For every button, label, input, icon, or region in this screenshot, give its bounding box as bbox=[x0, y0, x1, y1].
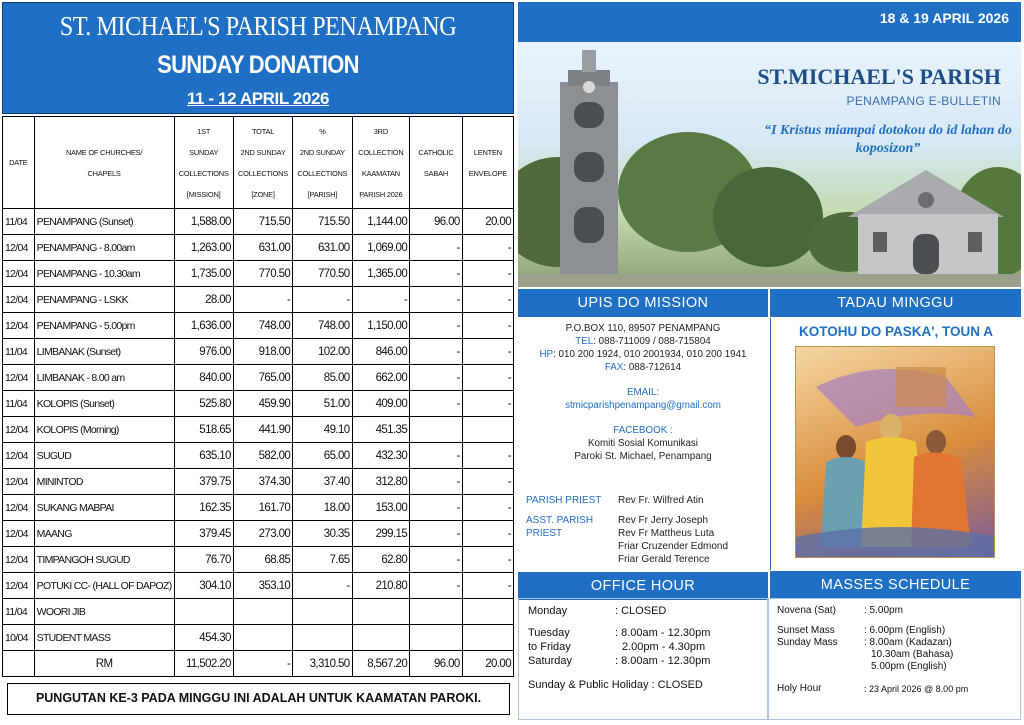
asst-priest-1: Rev Fr Jerry Joseph bbox=[618, 515, 709, 526]
donation-date: 11 - 12 APRIL 2026 bbox=[186, 89, 330, 108]
table-cell: 770.50 bbox=[293, 261, 352, 287]
mass-sunset-value: : 6.00pm (English) bbox=[864, 625, 946, 636]
table-cell: 1,069.00 bbox=[352, 235, 410, 261]
table-cell: 20.00 bbox=[462, 209, 513, 235]
table-cell: PENAMPANG - LSKK bbox=[34, 287, 174, 313]
column-header-line: TOTAL bbox=[251, 126, 275, 136]
table-cell: 11/04 bbox=[3, 391, 35, 417]
mass-holy-hour-value: : 23 April 2026 @ 8.00 pm bbox=[864, 684, 969, 694]
table-cell: 353.10 bbox=[233, 573, 292, 599]
office-saturday-value: : 8.00am - 12.30pm bbox=[615, 655, 711, 667]
table-cell: 765.00 bbox=[233, 365, 292, 391]
column-header-line: COLLECTIONS bbox=[178, 168, 229, 178]
table-cell: 96.00 bbox=[410, 651, 463, 677]
table-cell: - bbox=[462, 339, 513, 365]
table-cell: 379.45 bbox=[174, 521, 233, 547]
table-cell: TIMPANGOH SUGUD bbox=[34, 547, 174, 573]
table-cell: 1,263.00 bbox=[174, 235, 233, 261]
bell-tower bbox=[560, 50, 618, 287]
donation-panel bbox=[2, 2, 514, 705]
donation-header bbox=[2, 2, 514, 114]
table-cell: 1,150.00 bbox=[352, 313, 410, 339]
table-cell: 11/04 bbox=[3, 339, 35, 365]
table-cell: 210.80 bbox=[352, 573, 410, 599]
table-cell: 770.50 bbox=[233, 261, 292, 287]
table-cell: KOLOPIS (Morning) bbox=[34, 417, 174, 443]
mass-sunday-value-1: : 8.00am (Kadazan) bbox=[864, 637, 952, 648]
table-row bbox=[3, 391, 514, 417]
table-cell bbox=[233, 625, 292, 651]
mass-sunday-value-2: 10.30am (Bahasa) bbox=[871, 649, 954, 660]
table-cell: 273.00 bbox=[233, 521, 292, 547]
table-cell bbox=[462, 417, 513, 443]
fax-line: FAX: 088-712614 bbox=[604, 362, 682, 373]
table-cell: 1,144.00 bbox=[352, 209, 410, 235]
table-cell: 12/04 bbox=[3, 261, 35, 287]
table-cell: - bbox=[462, 573, 513, 599]
table-cell: 635.10 bbox=[174, 443, 233, 469]
table-cell: - bbox=[462, 547, 513, 573]
table-cell: 18.00 bbox=[293, 495, 352, 521]
table-cell bbox=[233, 599, 292, 625]
office-monday-value: : CLOSED bbox=[615, 605, 667, 617]
donation-table bbox=[2, 116, 514, 677]
table-cell: 631.00 bbox=[233, 235, 292, 261]
table-cell bbox=[462, 599, 513, 625]
column-header-line: 1ST bbox=[197, 126, 211, 136]
table-cell: - bbox=[410, 573, 463, 599]
office-monday: Monday bbox=[528, 605, 568, 617]
table-cell: 20.00 bbox=[462, 651, 513, 677]
table-cell: 379.75 bbox=[174, 469, 233, 495]
table-cell: 10/04 bbox=[3, 625, 35, 651]
table-cell: 85.00 bbox=[293, 365, 352, 391]
table-cell: 12/04 bbox=[3, 443, 35, 469]
table-cell: 162.35 bbox=[174, 495, 233, 521]
table-cell: 12/04 bbox=[3, 495, 35, 521]
table-cell: SUKANG MABPAI bbox=[34, 495, 174, 521]
mass-novena: Novena (Sat) bbox=[777, 605, 836, 616]
table-row bbox=[3, 469, 514, 495]
table-cell: 976.00 bbox=[174, 339, 233, 365]
table-cell bbox=[352, 625, 410, 651]
email-link[interactable]: stmicparishpenampang@gmail.com bbox=[565, 400, 721, 411]
table-cell: 918.00 bbox=[233, 339, 292, 365]
parish-title: ST. MICHAEL'S PARISH PENAMPANG bbox=[59, 11, 457, 41]
hp-line: HP: 010 200 1924, 010 2001934, 010 200 1941 bbox=[539, 349, 747, 360]
table-row bbox=[3, 365, 514, 391]
table-row bbox=[3, 599, 514, 625]
column-header bbox=[293, 117, 352, 209]
table-cell: 12/04 bbox=[3, 365, 35, 391]
facebook-line-2: Paroki St. Michael, Penampang bbox=[574, 451, 712, 462]
parish-priest: Rev Fr. Wilfred Atin bbox=[618, 495, 704, 506]
table-row bbox=[3, 261, 514, 287]
table-cell: 102.00 bbox=[293, 339, 352, 365]
table-cell: 62.80 bbox=[352, 547, 410, 573]
table-cell: - bbox=[462, 313, 513, 339]
total-row bbox=[3, 651, 514, 677]
column-header-line: 2ND SUNDAY bbox=[299, 147, 345, 157]
column-header bbox=[233, 117, 292, 209]
table-cell: 65.00 bbox=[293, 443, 352, 469]
table-cell: - bbox=[410, 261, 463, 287]
column-header-line: 2ND SUNDAY bbox=[240, 147, 286, 157]
table-cell: - bbox=[410, 547, 463, 573]
office-hours bbox=[518, 598, 768, 720]
table-cell: - bbox=[233, 651, 292, 677]
table-cell: 518.65 bbox=[174, 417, 233, 443]
table-cell: 12/04 bbox=[3, 547, 35, 573]
column-header-line: COLLECTIONS bbox=[238, 168, 289, 178]
table-cell: LIMBANAK (Sunset) bbox=[34, 339, 174, 365]
table-cell: PENAMPANG - 5.00pm bbox=[34, 313, 174, 339]
table-cell: PENAMPANG (Sunset) bbox=[34, 209, 174, 235]
table-cell: PENAMPANG - 10.30am bbox=[34, 261, 174, 287]
table-cell: WOORI JIB bbox=[34, 599, 174, 625]
table-cell: 451.35 bbox=[352, 417, 410, 443]
bulletin-quote: “I Kristus miampai dotokou do id lahan do koposizon” bbox=[764, 123, 1012, 156]
table-cell: - bbox=[293, 287, 352, 313]
kaamatan-note: PUNGUTAN KE-3 PADA MINGGU INI ADALAH UNTUK KAAMATAN PAROKI. bbox=[7, 683, 510, 715]
email-label: EMAIL: bbox=[626, 387, 660, 398]
table-cell: 12/04 bbox=[3, 521, 35, 547]
bulletin-name: PENAMPANG E-BULLETIN bbox=[846, 94, 1001, 108]
column-header-line: CHAPELS bbox=[87, 168, 121, 178]
table-cell: 12/04 bbox=[3, 417, 35, 443]
table-cell: 28.00 bbox=[174, 287, 233, 313]
tadau-minggu-box bbox=[770, 318, 1021, 570]
table-cell: 12/04 bbox=[3, 469, 35, 495]
table-cell: 409.00 bbox=[352, 391, 410, 417]
table-cell: 161.70 bbox=[233, 495, 292, 521]
column-header-line: LENTEN bbox=[473, 147, 502, 157]
table-row bbox=[3, 209, 514, 235]
table-cell: - bbox=[410, 365, 463, 391]
table-cell bbox=[462, 625, 513, 651]
table-cell: - bbox=[462, 365, 513, 391]
table-row bbox=[3, 235, 514, 261]
table-row bbox=[3, 339, 514, 365]
table-cell: - bbox=[462, 261, 513, 287]
column-header-line: [MISSION] bbox=[186, 189, 221, 199]
asst-priest-label-1: ASST. PARISH bbox=[526, 515, 594, 526]
table-cell: 30.35 bbox=[293, 521, 352, 547]
table-cell bbox=[3, 651, 35, 677]
table-cell: - bbox=[410, 521, 463, 547]
table-cell: 11/04 bbox=[3, 599, 35, 625]
table-cell: MAANG bbox=[34, 521, 174, 547]
parish-name: ST.MICHAEL'S PARISH bbox=[757, 64, 1001, 89]
table-row bbox=[3, 287, 514, 313]
column-header bbox=[174, 117, 233, 209]
table-row bbox=[3, 547, 514, 573]
table-cell: 11,502.20 bbox=[174, 651, 233, 677]
office-friday: to Friday bbox=[528, 641, 571, 653]
column-header-line: 3RD bbox=[373, 126, 388, 136]
table-cell: - bbox=[410, 443, 463, 469]
column-header-line: SABAH bbox=[423, 168, 448, 178]
column-header-line: [ZONE] bbox=[251, 189, 275, 199]
asst-priest-4: Friar Gerald Terence bbox=[618, 554, 710, 565]
asst-priest-label-2: PRIEST bbox=[526, 528, 563, 539]
address: P.O.BOX 110, 89507 PENAMPANG bbox=[565, 323, 721, 334]
column-header-line: COLLECTIONS bbox=[297, 168, 348, 178]
column-header-line: % bbox=[319, 126, 326, 136]
table-cell: 715.50 bbox=[233, 209, 292, 235]
table-cell: 37.40 bbox=[293, 469, 352, 495]
table-cell: - bbox=[462, 469, 513, 495]
table-cell: 12/04 bbox=[3, 287, 35, 313]
table-cell: KOLOPIS (Sunset) bbox=[34, 391, 174, 417]
column-header-line: PARISH 2026 bbox=[359, 189, 403, 199]
office-friday-value: 2.00pm - 4.30pm bbox=[622, 641, 706, 653]
table-cell: - bbox=[462, 391, 513, 417]
table-cell bbox=[410, 417, 463, 443]
mass-novena-value: : 5.00pm bbox=[864, 605, 903, 616]
column-header-line: NAME OF CHURCHES/ bbox=[65, 147, 143, 157]
table-cell: 715.50 bbox=[293, 209, 352, 235]
table-cell bbox=[410, 625, 463, 651]
office-hour-title: OFFICE HOUR bbox=[518, 572, 768, 600]
table-cell bbox=[410, 599, 463, 625]
table-cell: 49.10 bbox=[293, 417, 352, 443]
donation-title: SUNDAY DONATION bbox=[157, 51, 359, 79]
table-cell: 840.00 bbox=[174, 365, 233, 391]
tadau-title: TADAU MINGGU bbox=[770, 289, 1021, 317]
table-cell: - bbox=[352, 287, 410, 313]
table-cell: - bbox=[410, 313, 463, 339]
bulletin-panel bbox=[518, 2, 1021, 720]
masses-schedule bbox=[768, 598, 1021, 720]
contact-info bbox=[518, 318, 768, 570]
mass-sunday: Sunday Mass bbox=[777, 637, 838, 648]
column-header bbox=[3, 117, 35, 209]
column-header-line: DATE bbox=[9, 158, 28, 167]
table-cell: 3,310.50 bbox=[293, 651, 352, 677]
tel-line: TEL: 088-711009 / 088-715804 bbox=[575, 336, 711, 347]
masses-title: MASSES SCHEDULE bbox=[770, 571, 1021, 599]
table-cell: - bbox=[462, 235, 513, 261]
table-row bbox=[3, 573, 514, 599]
table-cell: 454.30 bbox=[174, 625, 233, 651]
table-cell: STUDENT MASS bbox=[34, 625, 174, 651]
table-cell: - bbox=[462, 521, 513, 547]
easter-painting bbox=[795, 346, 995, 558]
table-row bbox=[3, 495, 514, 521]
table-cell: - bbox=[410, 469, 463, 495]
table-cell: 1,365.00 bbox=[352, 261, 410, 287]
table-cell: 96.00 bbox=[410, 209, 463, 235]
table-cell: 12/04 bbox=[3, 573, 35, 599]
table-cell: - bbox=[410, 287, 463, 313]
asst-priest-3: Friar Cruzender Edmond bbox=[618, 541, 729, 552]
facebook-label: FACEBOOK : bbox=[613, 425, 673, 436]
table-header-row bbox=[3, 117, 514, 209]
table-cell: 525.80 bbox=[174, 391, 233, 417]
mass-sunset: Sunset Mass bbox=[777, 625, 835, 636]
table-cell: 304.10 bbox=[174, 573, 233, 599]
table-cell: LIMBANAK - 8.00 am bbox=[34, 365, 174, 391]
table-cell: 8,567.20 bbox=[352, 651, 410, 677]
kotohu-title: KOTOHU DO PASKA', TOUN A bbox=[799, 324, 993, 339]
table-cell: 299.15 bbox=[352, 521, 410, 547]
mass-sunday-value-3: 5.00pm (English) bbox=[871, 661, 947, 672]
table-cell: - bbox=[462, 495, 513, 521]
column-header bbox=[352, 117, 410, 209]
asst-priest-2: Rev Fr Mattheus Luta bbox=[618, 528, 715, 539]
upis-title: UPIS DO MISSION bbox=[518, 289, 768, 317]
table-cell: 11/04 bbox=[3, 209, 35, 235]
parish-priest-label: PARISH PRIEST bbox=[526, 495, 602, 506]
office-tuesday: Tuesday bbox=[528, 627, 570, 639]
table-cell: RM bbox=[34, 651, 174, 677]
table-cell: 12/04 bbox=[3, 235, 35, 261]
table-cell: - bbox=[410, 339, 463, 365]
mass-holy-hour: Holy Hour bbox=[777, 683, 822, 694]
table-cell: PENAMPANG - 8.00am bbox=[34, 235, 174, 261]
table-cell: - bbox=[410, 495, 463, 521]
table-cell: - bbox=[462, 287, 513, 313]
table-cell: 441.90 bbox=[233, 417, 292, 443]
table-cell: 582.00 bbox=[233, 443, 292, 469]
office-sunday: Sunday & Public Holiday : CLOSED bbox=[528, 679, 703, 691]
table-cell: 153.00 bbox=[352, 495, 410, 521]
painting-figures bbox=[796, 347, 995, 558]
facebook-line-1: Komiti Sosial Komunikasi bbox=[588, 438, 698, 449]
table-cell: 1,588.00 bbox=[174, 209, 233, 235]
office-tuesday-value: : 8.00am - 12.30pm bbox=[615, 627, 711, 639]
column-header bbox=[410, 117, 463, 209]
table-cell: - bbox=[410, 391, 463, 417]
table-row bbox=[3, 521, 514, 547]
table-cell bbox=[174, 599, 233, 625]
column-header bbox=[462, 117, 513, 209]
bulletin-date: 18 & 19 APRIL 2026 bbox=[518, 2, 1021, 42]
table-cell: 7.65 bbox=[293, 547, 352, 573]
table-cell: 846.00 bbox=[352, 339, 410, 365]
table-cell: - bbox=[293, 573, 352, 599]
column-header-line: COLLECTION bbox=[358, 147, 404, 157]
table-cell: SUGUD bbox=[34, 443, 174, 469]
table-cell: 662.00 bbox=[352, 365, 410, 391]
table-cell bbox=[352, 599, 410, 625]
table-cell: 312.80 bbox=[352, 469, 410, 495]
table-cell: 459.90 bbox=[233, 391, 292, 417]
table-cell: 748.00 bbox=[233, 313, 292, 339]
table-cell bbox=[293, 625, 352, 651]
table-cell: 1,735.00 bbox=[174, 261, 233, 287]
column-header bbox=[34, 117, 174, 209]
table-cell: 748.00 bbox=[293, 313, 352, 339]
table-row bbox=[3, 313, 514, 339]
table-cell: 51.00 bbox=[293, 391, 352, 417]
table-cell: 12/04 bbox=[3, 313, 35, 339]
table-cell: - bbox=[462, 443, 513, 469]
table-row bbox=[3, 443, 514, 469]
church-photo bbox=[518, 42, 1021, 287]
table-cell: 76.70 bbox=[174, 547, 233, 573]
table-row bbox=[3, 417, 514, 443]
column-header-line: KAAMATAN bbox=[361, 168, 400, 178]
table-cell bbox=[293, 599, 352, 625]
table-body bbox=[3, 209, 514, 677]
column-header-line: SUNDAY bbox=[189, 147, 219, 157]
table-cell: POTUKI CC- (HALL OF DAPOZ) bbox=[34, 573, 174, 599]
column-header-line: [PARISH] bbox=[307, 189, 338, 199]
table-cell: MININTOD bbox=[34, 469, 174, 495]
table-cell: 68.85 bbox=[233, 547, 292, 573]
table-row bbox=[3, 625, 514, 651]
column-header-line: ENVELOPE bbox=[468, 168, 507, 178]
table-cell: 374.30 bbox=[233, 469, 292, 495]
table-cell: 432.30 bbox=[352, 443, 410, 469]
table-cell: - bbox=[410, 235, 463, 261]
table-cell: - bbox=[233, 287, 292, 313]
office-saturday: Saturday bbox=[528, 655, 573, 667]
column-header-line: CATHOLIC bbox=[418, 147, 454, 157]
table-cell: 631.00 bbox=[293, 235, 352, 261]
table-cell: 1,636.00 bbox=[174, 313, 233, 339]
